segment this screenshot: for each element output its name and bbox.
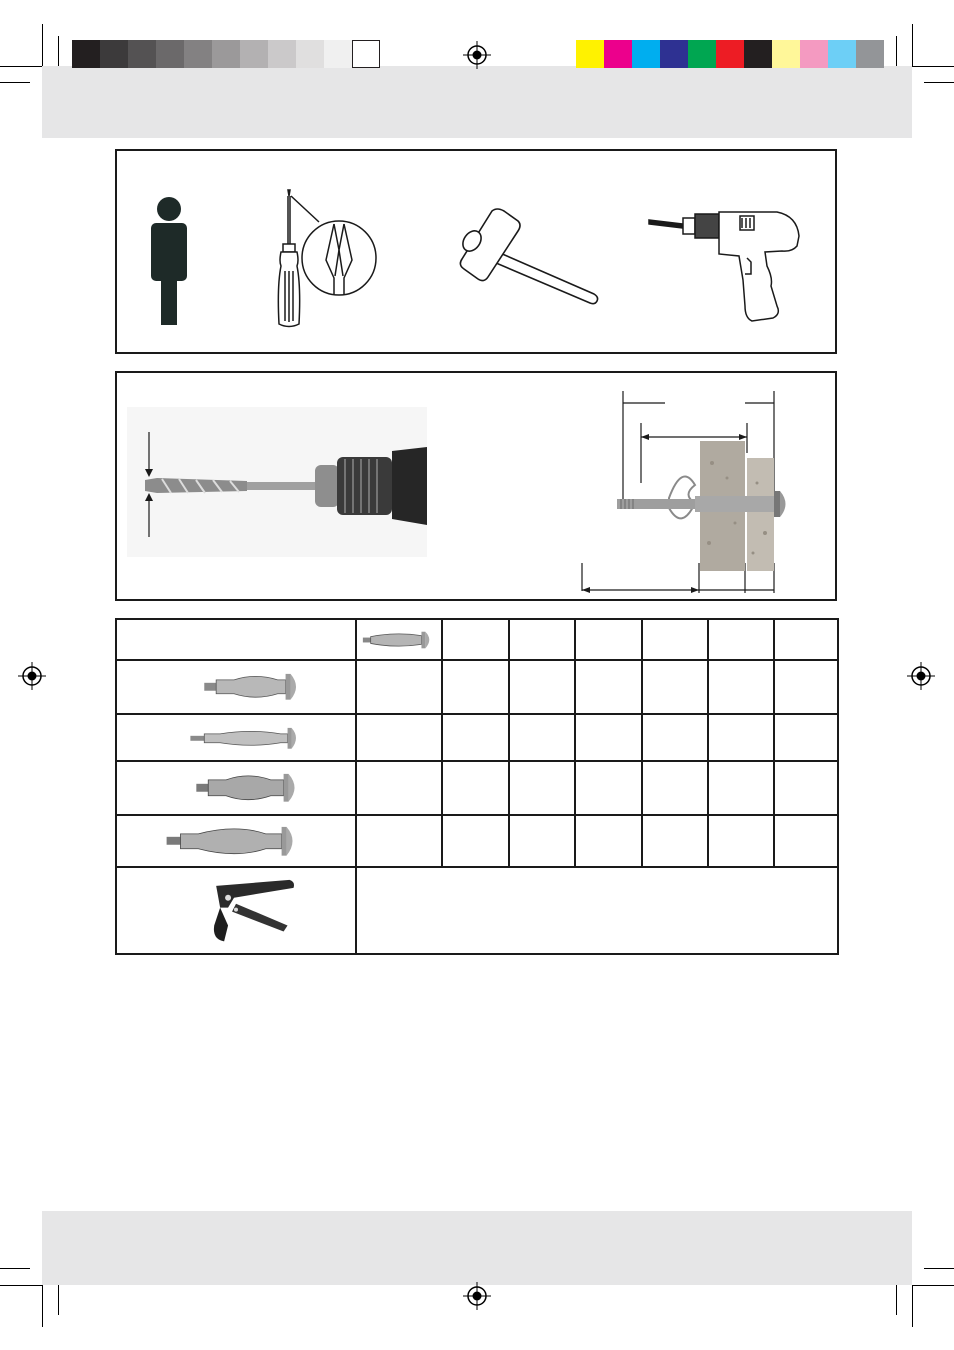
calibration-swatch: [240, 40, 268, 68]
calibration-swatch: [744, 40, 772, 68]
power-drill-icon: [647, 206, 812, 326]
table-cell: [708, 815, 774, 868]
registration-mark-left: [18, 662, 46, 690]
cavity-anchor-thin-icon: [117, 715, 355, 761]
screwdriver-icon: [262, 186, 382, 331]
table-cell: [116, 714, 356, 762]
person-icon: [149, 193, 189, 328]
table-cell: [356, 761, 442, 815]
calibration-swatch: [772, 40, 800, 68]
table-cell: [774, 761, 838, 815]
table-cell: [774, 619, 838, 660]
setting-tool-icon: [117, 868, 355, 952]
registration-mark-right: [907, 662, 935, 690]
calibration-swatch: [72, 40, 100, 68]
table-cell: [575, 714, 642, 762]
cavity-anchor-header-icon: [357, 620, 441, 659]
cavity-anchor-long-icon: [117, 816, 355, 867]
registration-mark-top: [463, 41, 491, 69]
table-cell: [774, 714, 838, 762]
calibration-swatch: [296, 40, 324, 68]
calibration-swatch: [352, 40, 380, 68]
table-cell: [442, 761, 509, 815]
table-cell: [356, 815, 442, 868]
table-cell: [509, 714, 575, 762]
calibration-swatch: [604, 40, 632, 68]
cavity-anchor-medium-icon: [117, 762, 355, 814]
calibration-swatch: [716, 40, 744, 68]
table-cell: [509, 761, 575, 815]
table-cell: [575, 815, 642, 868]
cavity-anchor-diagram: [577, 383, 817, 598]
calibration-swatch: [660, 40, 688, 68]
table-row: [116, 815, 838, 868]
calibration-swatch: [324, 40, 352, 68]
table-cell: [575, 761, 642, 815]
table-cell: [774, 815, 838, 868]
table-cell: [642, 815, 708, 868]
table-cell: [575, 660, 642, 714]
drilling-diagram-panel: [115, 371, 837, 601]
table-cell: [356, 714, 442, 762]
calibration-swatch: [688, 40, 716, 68]
table-cell: [442, 619, 509, 660]
table-cell: [116, 660, 356, 714]
table-cell: [116, 761, 356, 815]
table-cell: [442, 815, 509, 868]
header-band: [42, 66, 912, 138]
table-cell: [575, 619, 642, 660]
calibration-swatch: [128, 40, 156, 68]
calibration-swatch: [156, 40, 184, 68]
table-cell: [442, 660, 509, 714]
calibration-swatch: [212, 40, 240, 68]
table-cell: [642, 714, 708, 762]
calibration-swatch: [856, 40, 884, 68]
calibration-swatch: [184, 40, 212, 68]
table-header-row: [116, 619, 838, 660]
table-cell: [116, 815, 356, 868]
calibration-swatch: [100, 40, 128, 68]
drill-bit-photo: [127, 407, 427, 557]
table-cell: [642, 761, 708, 815]
table-header-cell: [356, 619, 442, 660]
table-cell: [708, 714, 774, 762]
table-cell: [642, 660, 708, 714]
table-cell: [642, 619, 708, 660]
calibration-swatch: [576, 40, 604, 68]
table-cell: [356, 660, 442, 714]
table-row: [116, 761, 838, 815]
cavity-anchor-small-icon: [117, 661, 355, 713]
table-cell: [116, 619, 356, 660]
registration-mark-bottom: [463, 1282, 491, 1310]
table-cell: [708, 660, 774, 714]
calibration-swatch: [828, 40, 856, 68]
table-cell: [509, 660, 575, 714]
table-cell: [116, 867, 356, 953]
anchor-size-table: [115, 618, 839, 955]
table-cell: [509, 815, 575, 868]
table-cell: [774, 660, 838, 714]
hammer-icon: [452, 201, 612, 311]
table-row: [116, 714, 838, 762]
calibration-swatch: [268, 40, 296, 68]
table-cell: [442, 714, 509, 762]
footer-band: [42, 1211, 912, 1285]
table-cell: [356, 867, 838, 953]
table-row: [116, 867, 838, 953]
table-cell: [708, 619, 774, 660]
tools-panel: [115, 149, 837, 354]
table-row: [116, 660, 838, 714]
calibration-swatch: [800, 40, 828, 68]
table-cell: [509, 619, 575, 660]
table-cell: [708, 761, 774, 815]
calibration-swatch: [632, 40, 660, 68]
